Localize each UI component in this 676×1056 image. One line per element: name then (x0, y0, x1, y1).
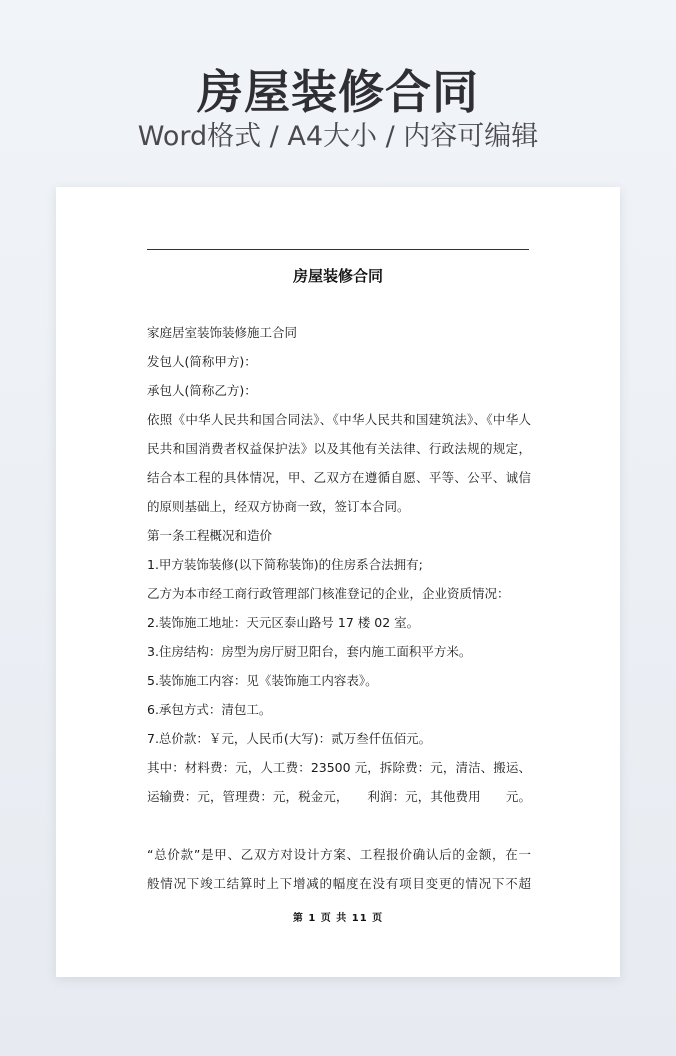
document-page (56, 187, 620, 977)
banner-title: 房屋装修合同 (197, 65, 479, 119)
paragraph-line: 依照《中华人民共和国合同法》、《中华人民共和国建筑法》、《中华人 (147, 412, 531, 427)
page-number: 第 1 页 共 11 页 (292, 913, 384, 924)
paragraph-line: 般情况下竣工结算时上下增减的幅度在没有项目变更的情况下不超 (147, 876, 531, 891)
clause-line: 6.承包方式：清包工。 (147, 702, 272, 717)
document-title: 房屋装修合同 (292, 267, 383, 285)
clause-line: 运输费：元，管理费：元，税金元， 利润：元，其他费用 元。 (147, 789, 531, 804)
contract-subtitle: 家庭居室装饰装修施工合同 (147, 325, 298, 340)
clause-line: 5.装饰施工内容：见《装饰施工内容表》。 (147, 673, 378, 688)
paragraph-line: 民共和国消费者权益保护法》以及其他有关法律、行政法规的规定， (147, 441, 531, 456)
paragraph-line: 的原则基础上，经双方协商一致，签订本合同。 (147, 499, 410, 514)
paragraph-line: “总价款”是甲、乙双方对设计方案、工程报价确认后的金额，在一 (147, 847, 531, 862)
clause-line: 2.装饰施工地址：天元区泰山路号 17 楼 02 室。 (147, 615, 420, 630)
section-heading: 第一条工程概况和造价 (147, 528, 273, 543)
clause-line: 3.住房结构：房型为房厅厨卫阳台，套内施工面积平方米。 (147, 644, 472, 659)
paragraph-line: 结合本工程的具体情况，甲、乙双方在遵循自愿、平等、公平、诚信 (147, 470, 531, 485)
clause-line: 7.总价款：￥元，人民币(大写)：贰万叁仟伍佰元。 (147, 731, 432, 746)
party-b-line: 承包人(简称乙方)： (147, 383, 257, 398)
header-rule (147, 249, 529, 250)
party-a-line: 发包人(简称甲方)： (147, 354, 257, 369)
clause-line: 其中：材料费：元，人工费：23500 元，拆除费：元，清洁、搬运、 (147, 760, 531, 775)
clause-line: 乙方为本市经工商行政管理部门核准登记的企业，企业资质情况： (147, 586, 510, 601)
document-body (147, 318, 531, 898)
banner-subtitle: Word格式 / A4大小 / 内容可编辑 (137, 121, 539, 152)
clause-line: 1.甲方装饰装修(以下简称装饰)的住房系合法拥有; (147, 557, 423, 572)
